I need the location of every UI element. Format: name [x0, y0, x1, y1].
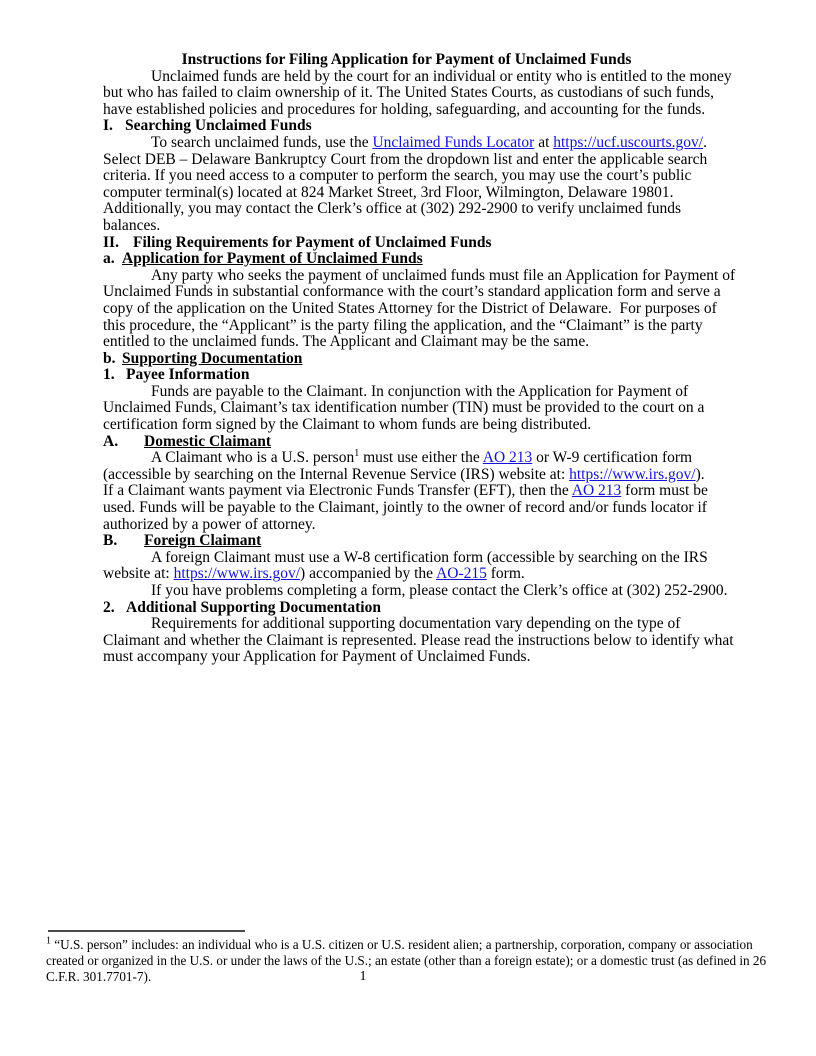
clerk-help-paragraph: If you have problems completing a form, please contact the Clerk’s office at (302) 252-2900. — [151, 582, 728, 599]
item-heading-payee-information — [103, 367, 740, 384]
item-letter: A. — [103, 432, 119, 450]
item-heading-label: Foreign Claimant — [144, 532, 262, 550]
footnote-reference: 1 — [354, 448, 360, 460]
hyperlink[interactable]: https://www.irs.gov/ — [569, 465, 696, 483]
item-heading-label: Payee Information — [126, 366, 250, 384]
hyperlink[interactable]: https://www.irs.gov/ — [173, 565, 301, 583]
document-title: Instructions for Filing Application for Payment of Unclaimed Funds — [181, 51, 632, 68]
subsection-heading-supporting-documentation — [103, 351, 740, 368]
subsection-letter: b. — [103, 349, 116, 367]
application-paragraph: Any party who seeks the payment of unclaimed funds must file an Application for Payment of Unclaimed Funds in substantial conformance with the court’s standard application form and serve a copy of the application on the United States Attorney for the District of Delaware. For purposes of this procedure, the “Applicant” is the party filing the application, and the “Claimant” is the party entitled to the unclaimed funds. The Applicant and Claimant may be the same. — [103, 266, 736, 351]
search-paragraph: To search unclaimed funds, use the Unclaimed Funds Locator at https://ucf.uscourts.gov/. Select DEB – Delaware Bankruptcy Court from the dropdown list and enter the applicable search criteria. If you need access to a computer to perform the search, you may use the court’s public computer terminal(s) located at 824 Market Street, 3rd Floor, Wilmington, Delaware 19801. Additionally, you may contact the Clerk’s office at (302) 292-2900 to verify unclaimed funds balances. — [103, 133, 708, 234]
footnote-reference: 1 — [46, 935, 51, 947]
item-letter: B. — [103, 532, 118, 550]
hyperlink[interactable]: AO-215 — [436, 565, 487, 583]
document-body — [0, 52, 816, 666]
item-heading-label: Domestic Claimant — [144, 432, 271, 450]
footnote-separator — [48, 930, 245, 932]
item-heading-label: Additional Supporting Documentation — [126, 598, 381, 616]
subsection-letter: a. — [103, 250, 115, 268]
section-heading-label: Filing Requirements for Payment of Unclaimed Funds — [133, 233, 492, 251]
domestic-claimant-paragraph: A Claimant who is a U.S. person$^1$ must use either the AO 213 or W-9 certification form (accessible by searching on the Internal Revenue Service (IRS) website at: https://www.irs.gov/). — [103, 448, 705, 483]
footnote-section — [46, 930, 773, 986]
section-heading-label: Searching Unclaimed Funds — [125, 117, 312, 135]
section-number: II. — [103, 233, 119, 251]
hyperlink[interactable]: Unclaimed Funds Locator — [372, 133, 535, 151]
hyperlink[interactable]: AO 213 — [571, 482, 622, 500]
item-heading-additional-documentation — [103, 600, 740, 617]
item-heading-domestic-claimant — [103, 434, 740, 451]
item-number: 2. — [103, 598, 115, 616]
page-number: 1 — [359, 969, 367, 984]
hyperlink[interactable]: AO 213 — [482, 449, 533, 467]
hyperlink[interactable]: https://ucf.uscourts.gov/ — [553, 133, 704, 151]
eft-note-paragraph: If a Claimant wants payment via Electronic Funds Transfer (EFT), then the AO 213 form must be used. Funds will be payable to the Claimant, jointly to the owner of record and/or funds locator if authorized by a power of attorney. — [103, 482, 708, 533]
subsection-heading-application — [103, 251, 740, 268]
subsection-heading-label: Supporting Documentation — [122, 349, 303, 367]
subsection-heading-label: Application for Payment of Unclaimed Funds — [122, 250, 423, 268]
requirements-paragraph: Requirements for additional supporting documentation vary depending on the type of Claimant and whether the Claimant is represented. Please read the instructions below to identify what must accompany your Application for Payment of Unclaimed Funds. — [103, 615, 734, 666]
payee-paragraph: Funds are payable to the Claimant. In conjunction with the Application for Payment of Unclaimed Funds, Claimant’s tax identification number (TIN) must be provided to the court on a certification form signed by the Claimant to whom funds are being distributed. — [103, 382, 705, 434]
footnote-text: $^1$ “U.S. person” includes: an individual who is a U.S. citizen or U.S. resident alien; a partnership, corporation, company or association created or organized in the U.S. or under the laws of the U.S.; an estate (other than a foreign estate); or a domestic trust (as defined in 26 C.F.R. 301.7701-7). — [46, 935, 767, 985]
item-heading-foreign-claimant — [103, 533, 740, 550]
intro-paragraph: Unclaimed funds are held by the court for an individual or entity who is entitled to the money but who has failed to claim ownership of it. The United States Courts, as custodians of such funds, have established policies and procedures for holding, safeguarding, and accounting for the funds. — [103, 67, 732, 118]
foreign-claimant-paragraph: A foreign Claimant must use a W-8 certification form (accessible by searching on the IRS website at: https://www.irs.gov/) accompanied by the AO-215 form. — [103, 548, 708, 583]
section-heading-searching — [103, 118, 740, 135]
item-number: 1. — [103, 366, 115, 384]
section-heading-filing-requirements — [103, 235, 740, 252]
section-number: I. — [103, 117, 113, 135]
